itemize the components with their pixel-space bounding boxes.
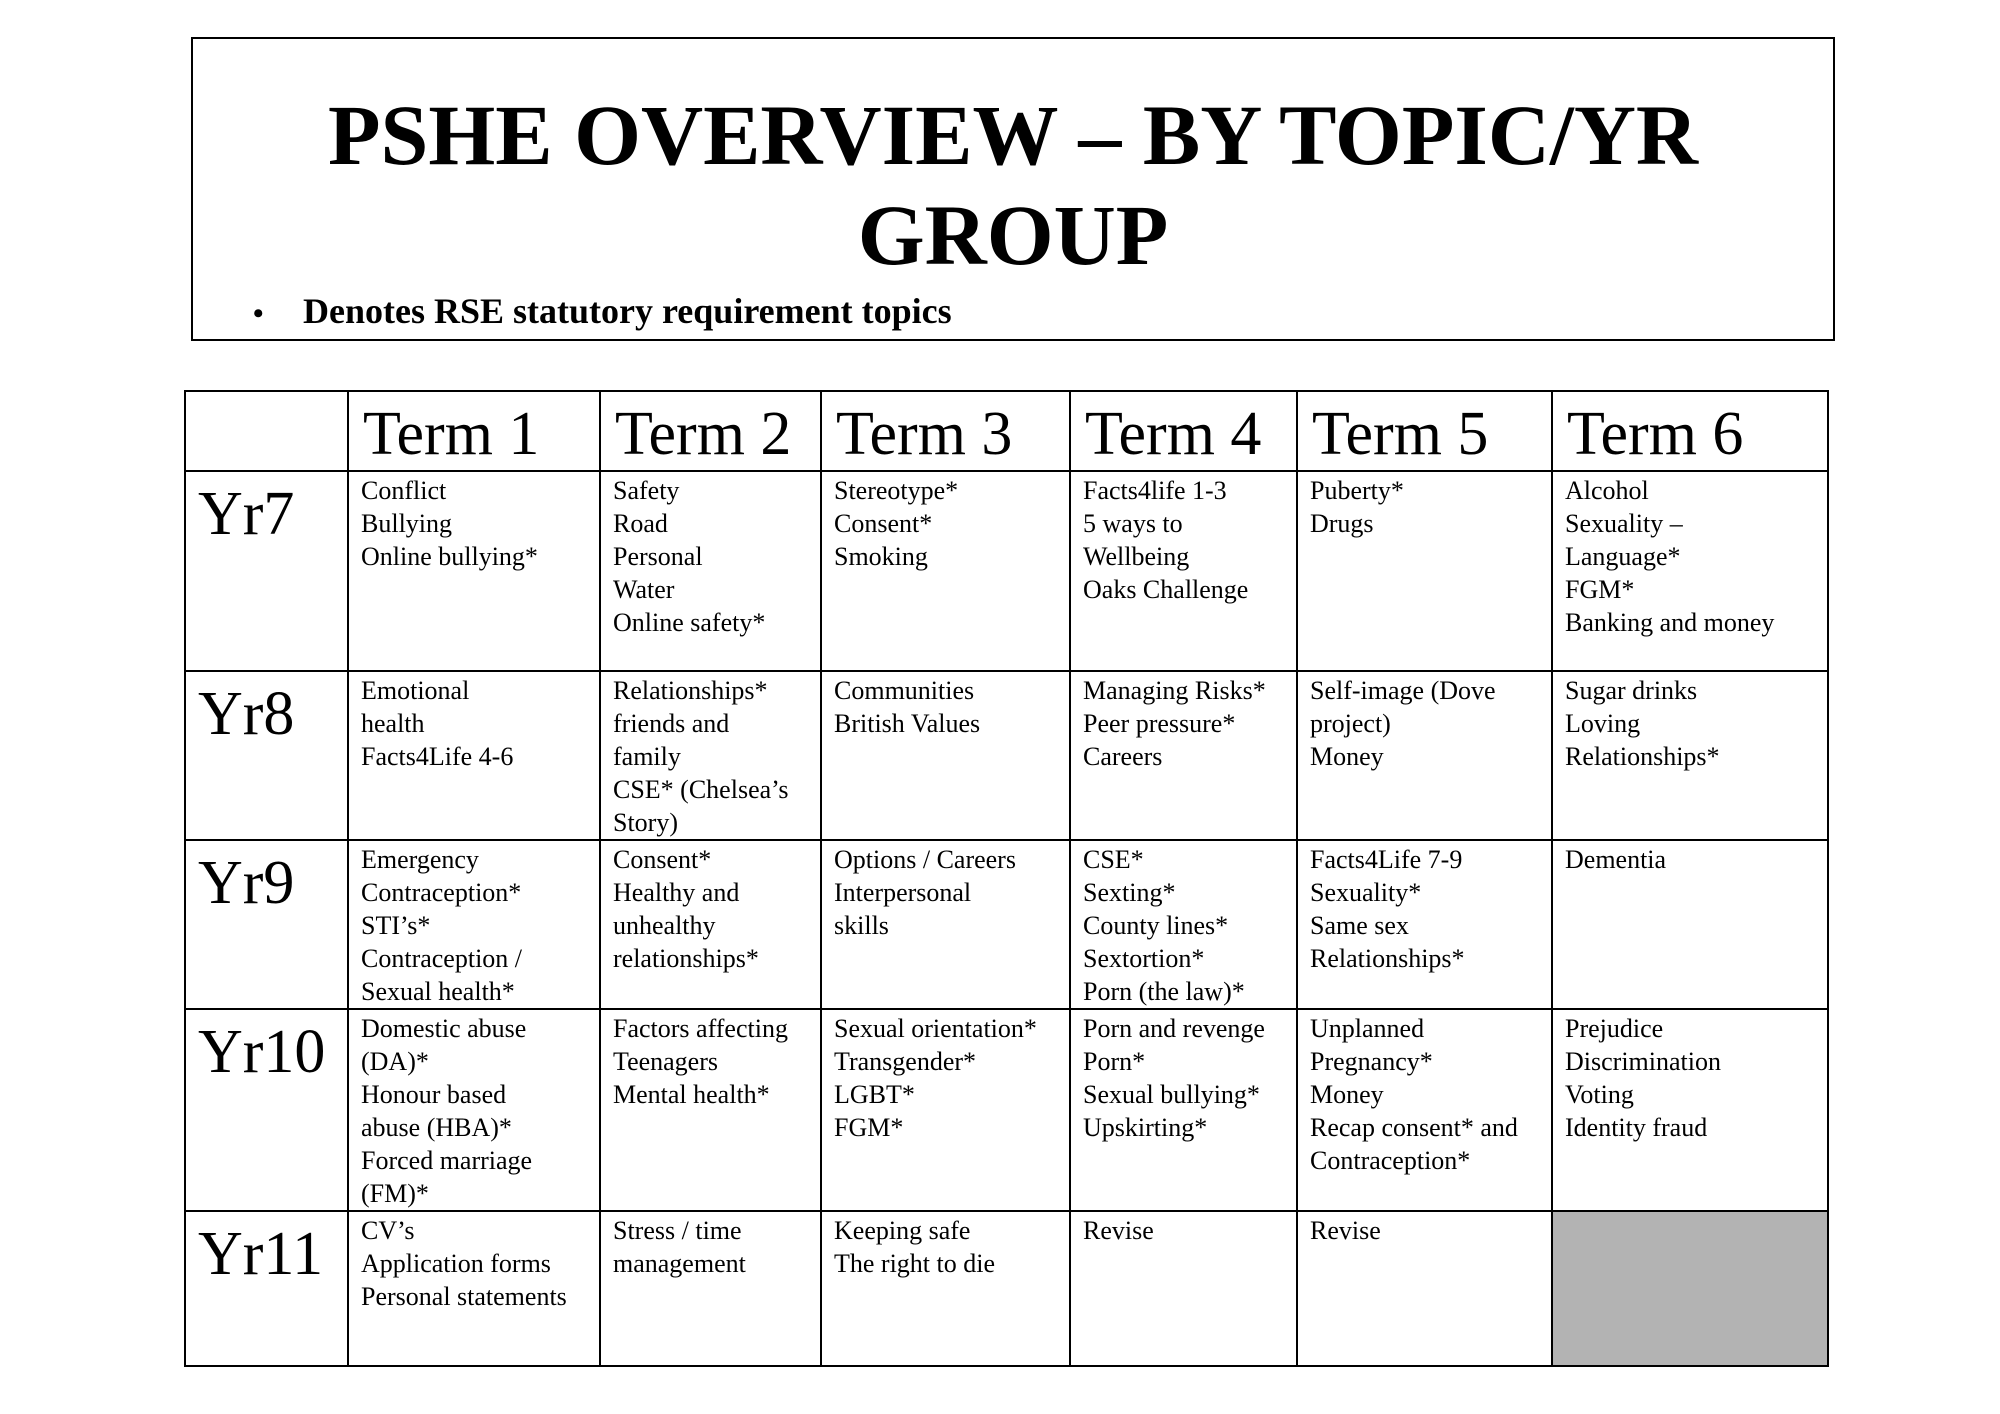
topic-item: Stereotype* [834, 476, 959, 505]
topic-item: Banking and money [1565, 608, 1775, 637]
topic-item: health [361, 709, 425, 738]
topic-item: Emergency [361, 845, 479, 874]
topic-item: Safety [613, 476, 680, 505]
topic-item: Keeping safe [834, 1216, 971, 1245]
topic-cell [1297, 471, 1552, 671]
topic-item: management [613, 1249, 746, 1278]
topic-cell [1070, 1009, 1297, 1211]
corner-cell [185, 391, 348, 471]
topic-cell [821, 671, 1070, 840]
topic-item: Factors affecting [613, 1014, 788, 1043]
topic-item: project) [1310, 709, 1391, 738]
topic-item: CSE* (Chelsea’s [613, 775, 789, 804]
topic-item: Dementia [1565, 845, 1667, 874]
legend-note [253, 289, 952, 336]
topic-item: relationships* [613, 944, 759, 973]
topic-item: Language* [1565, 542, 1681, 571]
topic-item: British Values [834, 709, 981, 738]
topic-item: skills [834, 911, 889, 940]
topic-item: Recap consent* and [1310, 1113, 1518, 1142]
topic-item: Communities [834, 676, 975, 705]
topic-item: Puberty* [1310, 476, 1404, 505]
topic-item: The right to die [834, 1249, 996, 1278]
topic-item: Consent* [834, 509, 933, 538]
topic-cell [821, 1211, 1070, 1366]
topic-item: Interpersonal [834, 878, 972, 907]
topic-cell [1552, 471, 1828, 671]
shaded-empty-cell [1552, 1211, 1828, 1366]
topic-item: CSE* [1083, 845, 1144, 874]
topic-item: Alcohol [1565, 476, 1649, 505]
topic-item: STI’s* [361, 911, 431, 940]
topic-cell [348, 840, 600, 1009]
topic-item: Smoking [834, 542, 928, 571]
topic-item: Story) [613, 808, 678, 837]
topic-item: Unplanned [1310, 1014, 1425, 1043]
topic-item: Bullying [361, 509, 453, 538]
topic-item: Managing Risks* [1083, 676, 1266, 705]
table-row-yr9 [185, 840, 1828, 1009]
topic-item: 5 ways to [1083, 509, 1183, 538]
topic-cell [1070, 671, 1297, 840]
topic-item: Contraception* [361, 878, 522, 907]
topic-item: Online safety* [613, 608, 766, 637]
topic-cell [1552, 671, 1828, 840]
topic-item: (DA)* [361, 1047, 429, 1076]
topic-cell [1297, 1211, 1552, 1366]
topic-item: LGBT* [834, 1080, 915, 1109]
topic-item: Peer pressure* [1083, 709, 1236, 738]
topic-item: Careers [1083, 742, 1163, 771]
topic-cell [1552, 1009, 1828, 1211]
topic-item: (FM)* [361, 1179, 429, 1208]
year-label-yr9: Yr9 [185, 840, 348, 1009]
year-label-yr8: Yr8 [185, 671, 348, 840]
topic-item: Teenagers [613, 1047, 719, 1076]
topic-item: Same sex [1310, 911, 1409, 940]
topic-cell [1297, 671, 1552, 840]
topic-item: CV’s [361, 1216, 415, 1245]
topic-item: Revise [1083, 1216, 1154, 1245]
topic-item: Water [613, 575, 675, 604]
year-label-yr10: Yr10 [185, 1009, 348, 1211]
topic-cell [1070, 1211, 1297, 1366]
topic-item: Discrimination [1565, 1047, 1721, 1076]
topic-cell [600, 1009, 821, 1211]
topic-item: Sugar drinks [1565, 676, 1698, 705]
table-row-yr10 [185, 1009, 1828, 1211]
topic-cell [600, 1211, 821, 1366]
bullet-icon: • [253, 297, 264, 330]
topic-cell [1070, 471, 1297, 671]
topic-item: Facts4Life 7-9 [1310, 845, 1463, 874]
topic-item: Self-image (Dove [1310, 676, 1496, 705]
year-label-yr11: Yr11 [185, 1211, 348, 1366]
topic-item: Prejudice [1565, 1014, 1664, 1043]
topic-item: Sexual bullying* [1083, 1080, 1260, 1109]
topic-cell [348, 471, 600, 671]
topic-item: Sexuality – [1565, 509, 1683, 538]
topic-cell [348, 671, 600, 840]
term-6-header: Term 6 [1552, 391, 1828, 471]
term-4-header: Term 4 [1070, 391, 1297, 471]
topic-item: Revise [1310, 1216, 1381, 1245]
topic-item: Domestic abuse [361, 1014, 527, 1043]
topic-item: Sexuality* [1310, 878, 1422, 907]
term-header-row [185, 391, 1828, 471]
legend-text: Denotes RSE statutory requirement topics [303, 291, 952, 331]
topic-item: Personal statements [361, 1282, 567, 1311]
topic-item: Sexting* [1083, 878, 1176, 907]
topic-item: Relationships* [1565, 742, 1720, 771]
topic-cell [821, 471, 1070, 671]
topic-item: Contraception* [1310, 1146, 1471, 1175]
topic-cell [1070, 840, 1297, 1009]
topic-cell [600, 671, 821, 840]
topic-cell [1297, 1009, 1552, 1211]
topic-item: abuse (HBA)* [361, 1113, 512, 1142]
topic-item: Contraception / [361, 944, 523, 973]
topic-item: Transgender* [834, 1047, 977, 1076]
topic-item: Porn (the law)* [1083, 977, 1245, 1006]
topic-item: Drugs [1310, 509, 1374, 538]
table-row-yr7 [185, 471, 1828, 671]
topic-item: Sexual orientation* [834, 1014, 1037, 1043]
topic-cell [1552, 840, 1828, 1009]
topic-item: Forced marriage [361, 1146, 533, 1175]
topic-item: Honour based [361, 1080, 507, 1109]
topic-item: Facts4Life 4-6 [361, 742, 514, 771]
topic-item: Oaks Challenge [1083, 575, 1249, 604]
term-2-header: Term 2 [600, 391, 821, 471]
topic-cell [1297, 840, 1552, 1009]
topic-cell [348, 1211, 600, 1366]
topic-item: Relationships* [1310, 944, 1465, 973]
topic-item: Application forms [361, 1249, 551, 1278]
topic-item: Facts4life 1-3 [1083, 476, 1227, 505]
topic-item: Upskirting* [1083, 1113, 1208, 1142]
topic-item: Sexual health* [361, 977, 515, 1006]
topic-item: Porn* [1083, 1047, 1146, 1076]
topic-cell [348, 1009, 600, 1211]
topic-item: Loving [1565, 709, 1641, 738]
topic-item: Online bullying* [361, 542, 538, 571]
topic-item: Wellbeing [1083, 542, 1190, 571]
year-label-yr7: Yr7 [185, 471, 348, 671]
topic-item: unhealthy [613, 911, 716, 940]
term-3-header: Term 3 [821, 391, 1070, 471]
topic-cell [821, 1009, 1070, 1211]
table-row-yr11 [185, 1211, 1828, 1366]
term-5-header: Term 5 [1297, 391, 1552, 471]
term-1-header: Term 1 [348, 391, 600, 471]
topic-item: Pregnancy* [1310, 1047, 1433, 1076]
topic-cell [600, 840, 821, 1009]
topic-item: Stress / time [613, 1216, 742, 1245]
topic-item: Money [1310, 1080, 1384, 1109]
topic-item: Personal [613, 542, 703, 571]
title-box [191, 37, 1835, 341]
topic-item: Mental health* [613, 1080, 770, 1109]
topic-item: FGM* [1565, 575, 1635, 604]
topic-item: Healthy and [613, 878, 740, 907]
topic-item: Road [613, 509, 668, 538]
page-title: PSHE OVERVIEW – BY TOPIC/YR GROUP [327, 87, 1699, 283]
topic-item: Identity fraud [1565, 1113, 1708, 1142]
topic-item: County lines* [1083, 911, 1229, 940]
table-row-yr8 [185, 671, 1828, 840]
pshe-overview-table [184, 390, 1829, 1367]
topic-cell [821, 840, 1070, 1009]
topic-item: friends and [613, 709, 730, 738]
topic-item: Consent* [613, 845, 712, 874]
topic-item: Sextortion* [1083, 944, 1205, 973]
topic-item: Options / Careers [834, 845, 1016, 874]
topic-item: FGM* [834, 1113, 904, 1142]
topic-item: Porn and revenge [1083, 1014, 1265, 1043]
topic-item: Conflict [361, 476, 447, 505]
topic-item: Relationships* [613, 676, 768, 705]
topic-item: Emotional [361, 676, 470, 705]
topic-item: Money [1310, 742, 1384, 771]
topic-cell [600, 471, 821, 671]
topic-item: family [613, 742, 681, 771]
topic-item: Voting [1565, 1080, 1634, 1109]
